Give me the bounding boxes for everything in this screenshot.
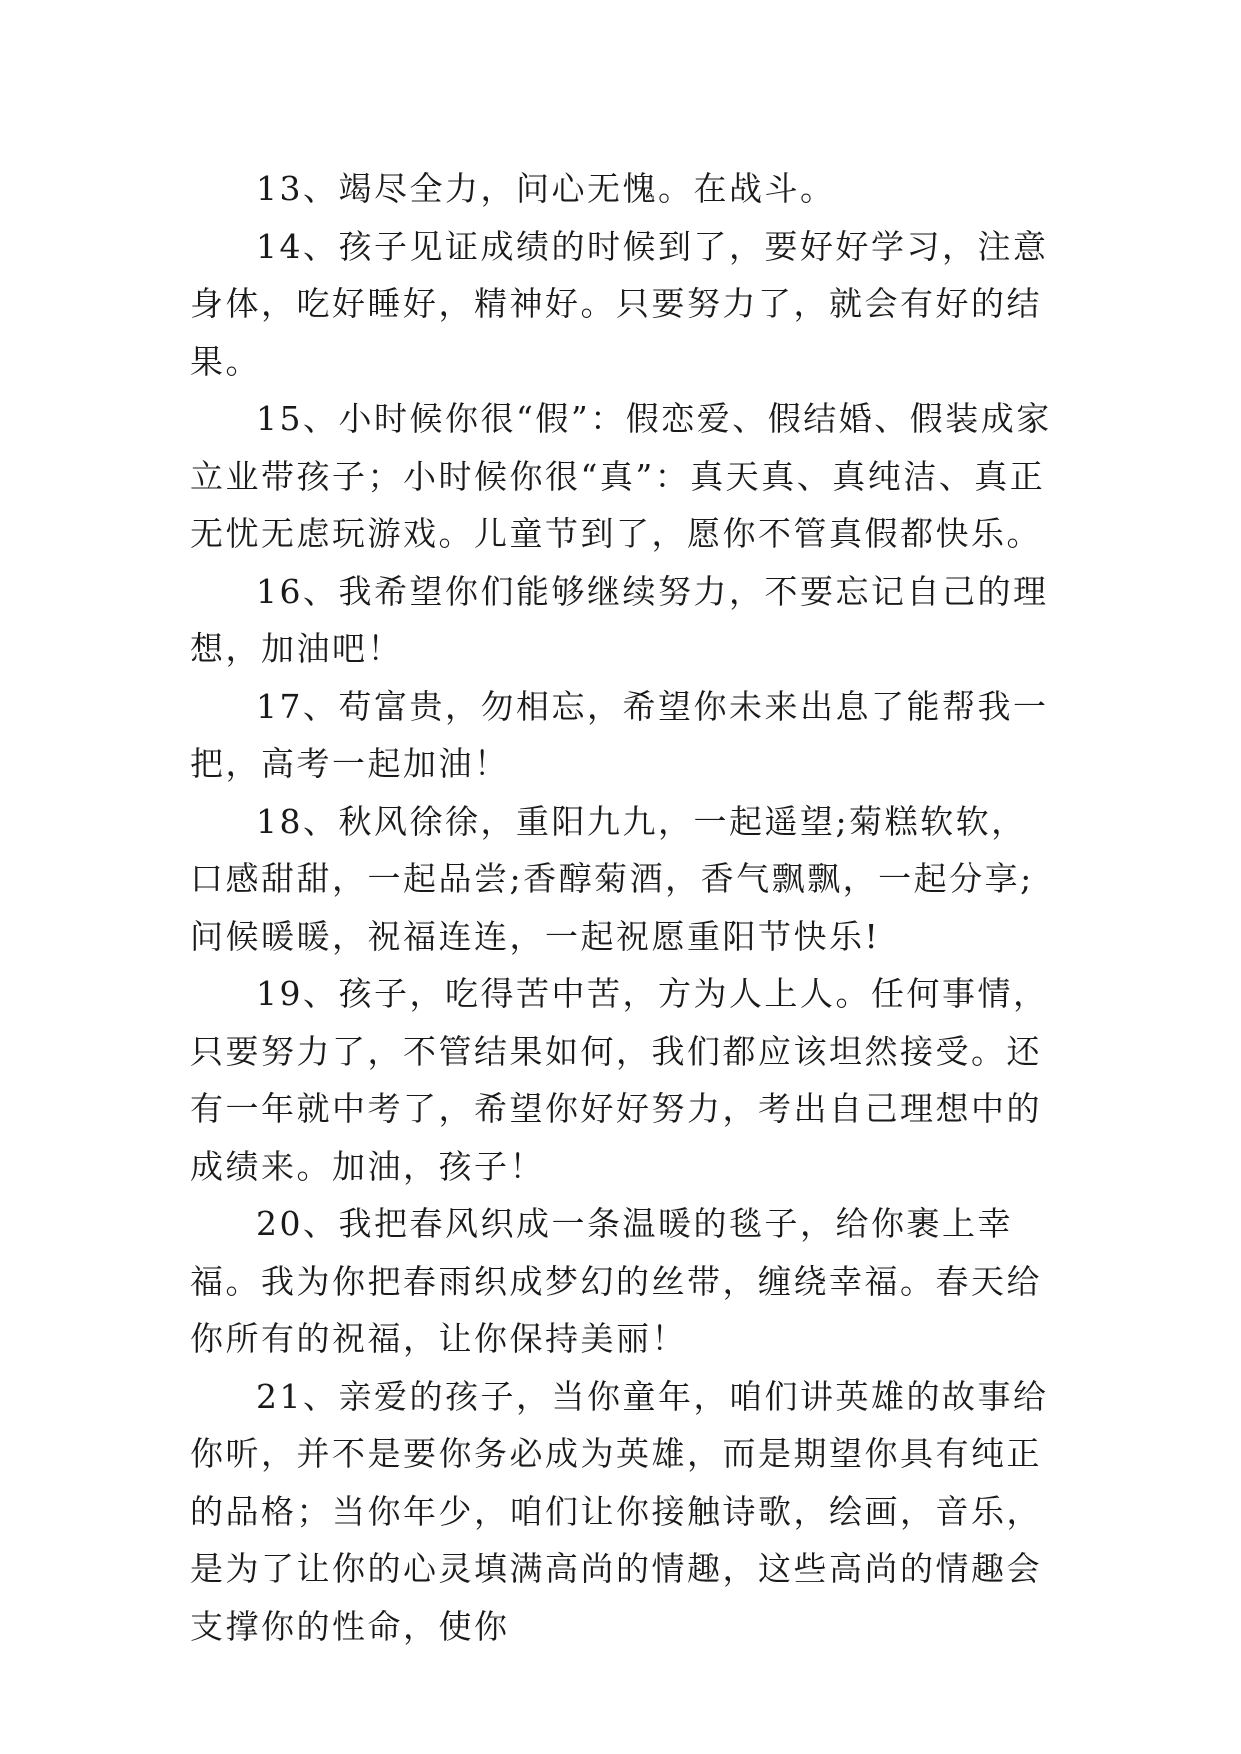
paragraph-13: 13、竭尽全力，问心无愧。在战斗。 [256,169,836,208]
paragraph-15: 15、小时候你很“假”：假恋爱、假结婚、假装成家立业带孩子；小时候你很“真”：真天真、真纯洁、真正无忧无虑玩游戏。儿童节到了，愿你不管真假都快乐。 [190,399,1052,553]
paragraph-19: 19、孩子，吃得苦中苦，方为人上人。任何事情，只要努力了，不管结果如何，我们都应该坦然接受。还有一年就中考了，希望你好好努力，考出自己理想中的成绩来。加油，孩子！ [190,974,1049,1186]
paragraph-17: 17、苟富贵，勿相忘，希望你未来出息了能帮我一把，高考一起加油！ [190,686,1049,783]
paragraph-16: 16、我希望你们能够继续努力，不要忘记自己的理想，加油吧！ [190,571,1049,668]
paragraph-20: 20、我把春风织成一条温暖的毯子，给你裹上幸福。我为你把春雨织成梦幻的丝带，缠绕幸福。春天给你所有的祝福，让你保持美丽！ [190,1204,1042,1358]
document-body [190,160,1060,1655]
paragraph-18: 18、秋风徐徐，重阳九九，一起遥望;菊糕软软，口感甜甜，一起品尝;香醇菊酒，香气飘飘，一起分享;问候暖暖，祝福连连，一起祝愿重阳节快乐! [190,801,1034,956]
paragraph-14: 14、孩子见证成绩的时候到了，要好好学习，注意身体，吃好睡好，精神好。只要努力了，就会有好的结果。 [190,226,1049,381]
paragraph-21: 21、亲爱的孩子，当你童年，咱们讲英雄的故事给你听，并不是要你务必成为英雄，而是期望你具有纯正的品格；当你年少，咱们让你接触诗歌，绘画，音乐，是为了让你的心灵填满高尚的情趣，这些高尚的情趣会支撑你的性命，使你 [190,1376,1049,1646]
